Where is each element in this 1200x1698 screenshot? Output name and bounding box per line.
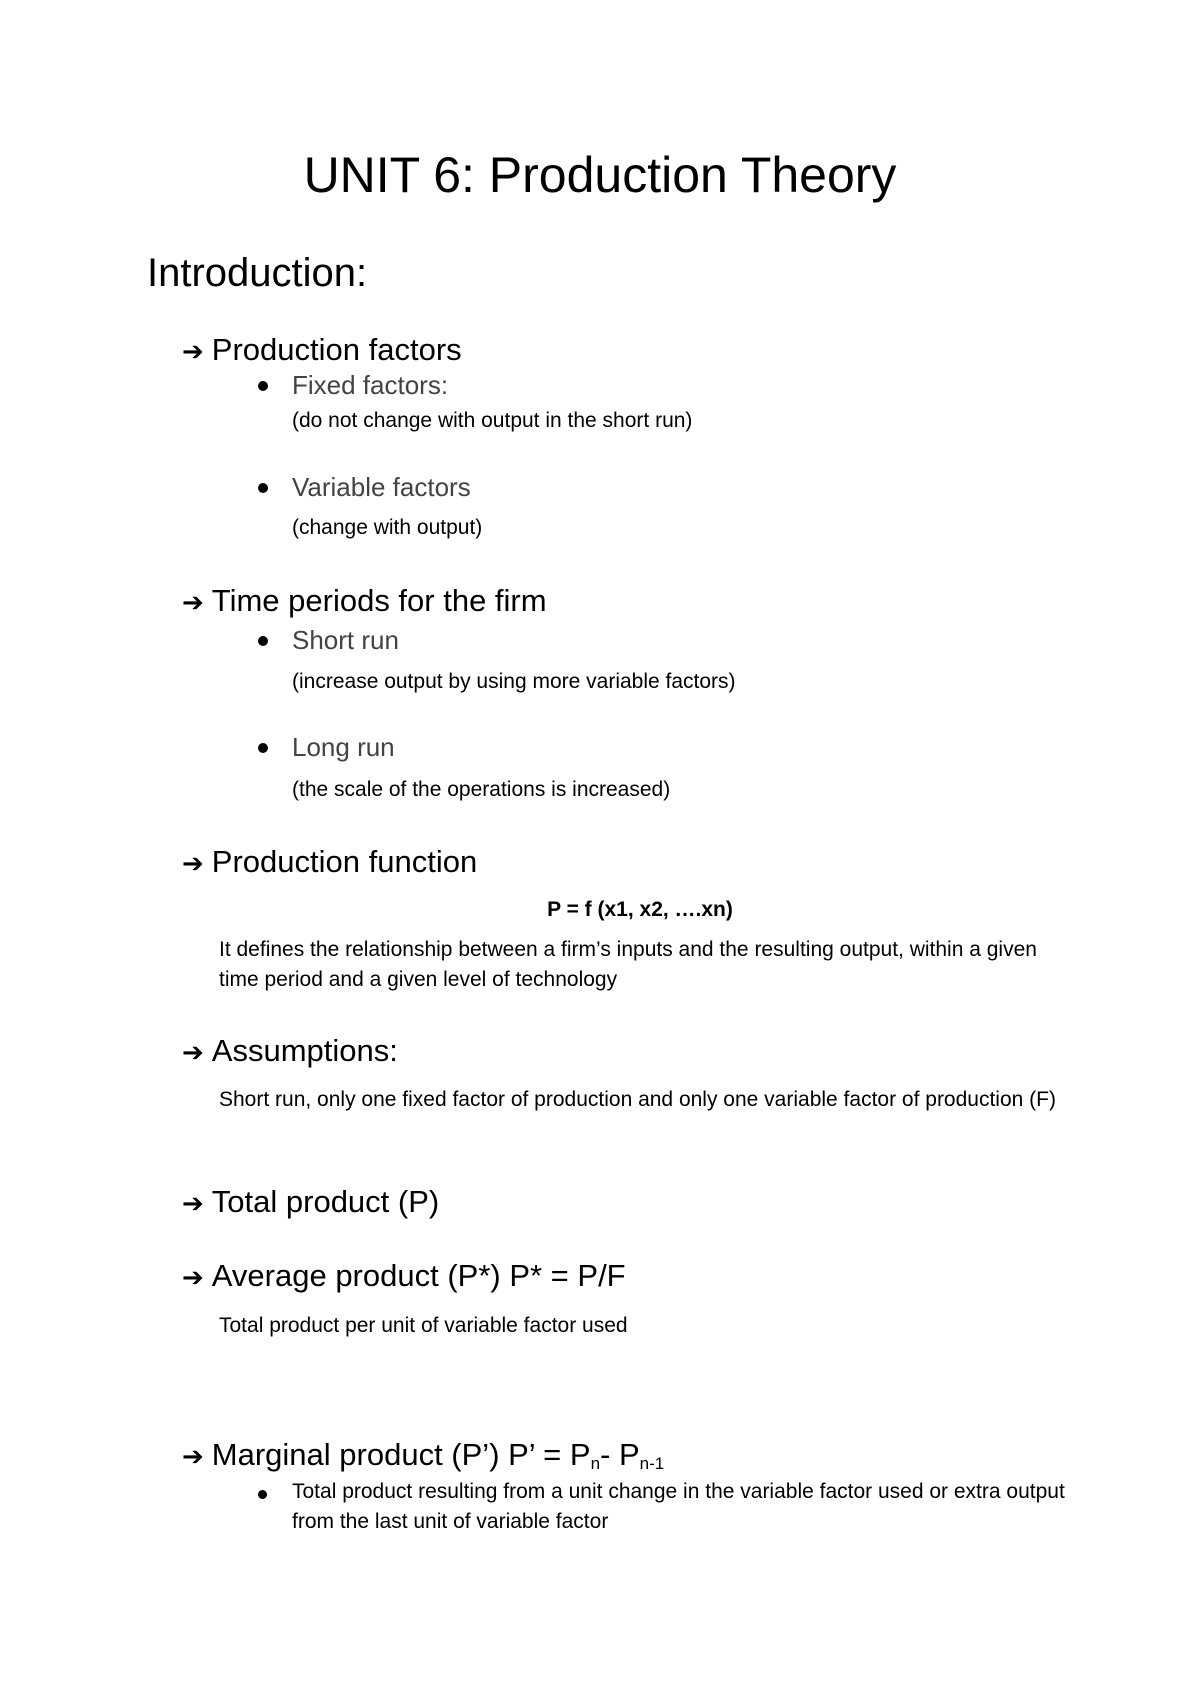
arrow-icon: ➔ [182,1441,204,1471]
production-function-heading [182,843,477,882]
page-title: UNIT 6: Production Theory [303,147,897,203]
variable-factors-note: (change with output) [292,516,483,539]
heading-text: Assumptions: [211,1033,398,1068]
arrow-icon: ➔ [182,1188,204,1218]
heading-text: Average product (P*) P* = P/F [211,1258,626,1293]
production-factors-heading [182,331,462,370]
bullet-icon [258,483,268,493]
assumptions-heading [182,1032,398,1071]
time-periods-heading [182,582,547,621]
bullet-icon [258,636,268,646]
heading-prefix: Marginal product (P’) P’ = P [211,1437,591,1472]
arrow-icon: ➔ [182,1262,204,1292]
arrow-icon: ➔ [182,1037,204,1067]
bullet-icon [258,743,268,753]
variable-factors-label: Variable factors [292,472,471,502]
fixed-factors-label: Fixed factors: [292,370,449,400]
assumptions-text: Short run, only one fixed factor of production and only one variable factor of production (F) [219,1088,1056,1111]
marginal-product-heading [182,1436,664,1483]
fixed-factors-note: (do not change with output in the short run) [292,409,693,432]
average-product-heading [182,1257,626,1296]
subscript-n-minus-1: n-1 [639,1454,665,1473]
heading-text: Time periods for the firm [211,583,547,618]
heading-middle: - P [600,1437,640,1472]
bullet-icon [258,381,268,391]
heading-text: Production factors [211,332,462,367]
short-run-note: (increase output by using more variable factors) [292,670,736,693]
bullet-icon [258,1490,267,1499]
total-product-heading [182,1183,439,1222]
subscript-n: n [590,1454,601,1473]
arrow-icon: ➔ [182,336,204,366]
long-run-label: Long run [292,732,395,762]
intro-heading: Introduction: [147,251,368,295]
production-function-formula: P = f (x1, x2, ….xn) [547,898,733,921]
heading-text: Production function [211,844,478,879]
arrow-icon: ➔ [182,848,204,878]
heading-text: Total product (P) [211,1184,440,1219]
short-run-label: Short run [292,625,399,655]
long-run-note: (the scale of the operations is increased) [292,778,671,801]
marginal-product-text: Total product resulting from a unit change in the variable factor used or extra output from the last unit of variable factor [292,1480,1065,1533]
average-product-text: Total product per unit of variable factor used [219,1314,628,1337]
production-function-text: It defines the relationship between a firm’s inputs and the resulting output, within a given time period and a given level of technology [219,938,1037,991]
arrow-icon: ➔ [182,587,204,617]
